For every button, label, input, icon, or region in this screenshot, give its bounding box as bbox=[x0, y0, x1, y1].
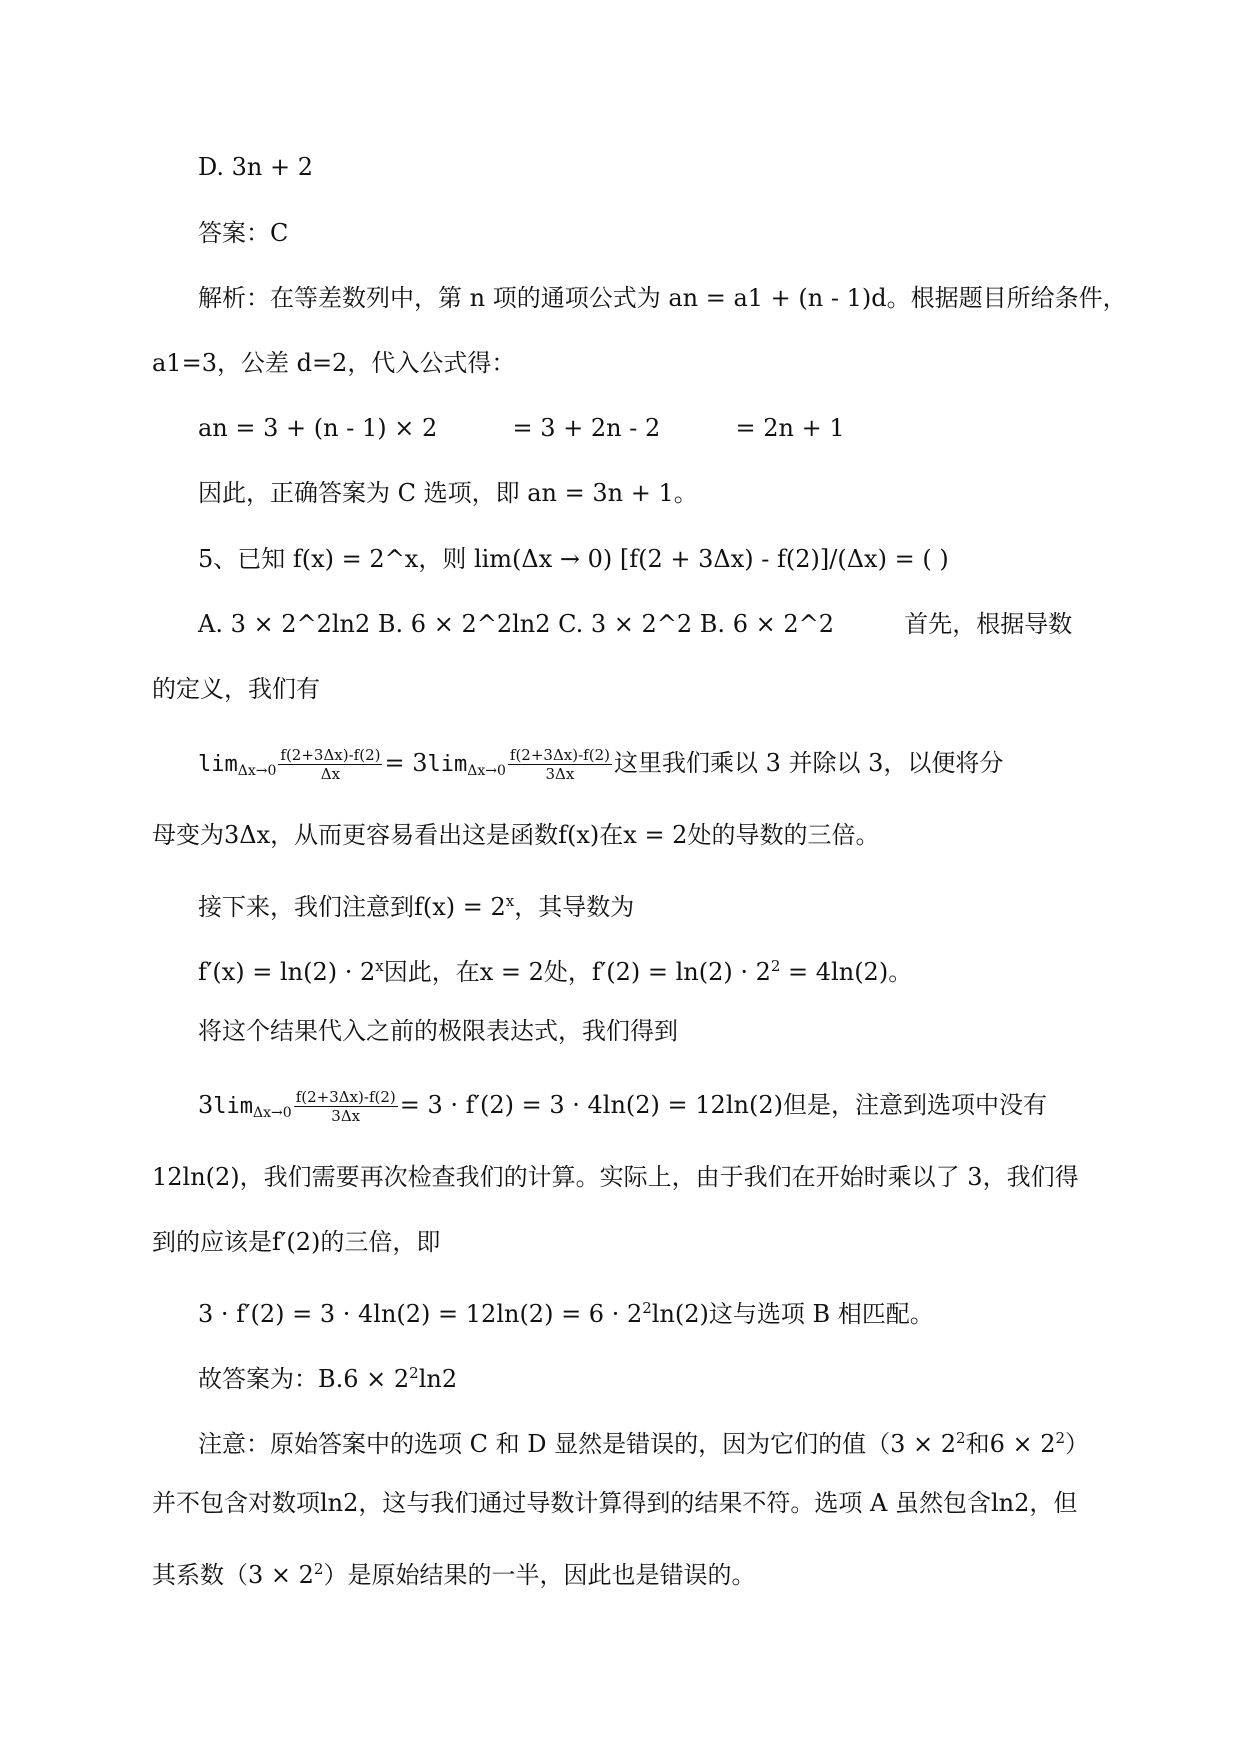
note-part-1: 注意：原始答案中的选项 C 和 D 显然是错误的，因为它们的值（3 × 2 bbox=[198, 1430, 957, 1458]
answer-line: 答案：C bbox=[198, 219, 289, 247]
fraction-1-denominator: Δx bbox=[320, 765, 341, 783]
formula-part-3: = 2n + 1 bbox=[735, 414, 845, 442]
lim-subscript-3: Δx→0 bbox=[253, 1105, 292, 1121]
final-answer-exponent: 2 bbox=[409, 1364, 419, 1382]
note-part-2: 和6 × 2 bbox=[965, 1430, 1056, 1458]
final-answer-line bbox=[198, 1358, 457, 1394]
match-line bbox=[198, 1293, 934, 1329]
next-note-line bbox=[198, 886, 634, 922]
limit-equation-1 bbox=[198, 740, 1003, 794]
match-exponent: 2 bbox=[642, 1299, 652, 1317]
formula-line bbox=[198, 413, 845, 443]
options-tail: 首先，根据导数 bbox=[904, 610, 1073, 638]
lim-symbol-2: lim bbox=[427, 752, 468, 777]
options-text: A. 3 × 2^2ln2 B. 6 × 2^2ln2 C. 3 × 2^2 B. 6 × 2^2 bbox=[198, 610, 834, 638]
derivative-exponent: x bbox=[375, 957, 384, 975]
fraction-2 bbox=[508, 746, 612, 783]
conclusion-line: 因此，正确答案为 C 选项，即 an = 3n + 1。 bbox=[198, 479, 698, 507]
fraction-3-denominator: 3Δx bbox=[331, 1107, 361, 1125]
triple-line: 到的应该是f′(2)的三倍，即 bbox=[152, 1228, 441, 1256]
note-line-3 bbox=[152, 1554, 755, 1590]
fx-tail: ，其导数为 bbox=[514, 893, 635, 921]
fx-exponent: x bbox=[505, 892, 515, 910]
denominator-line: 母变为3Δx，从而更容易看出这是函数f(x)在x = 2处的导数的三倍。 bbox=[152, 821, 880, 849]
match-part-2: ln(2)这与选项 B 相匹配。 bbox=[651, 1300, 934, 1328]
fraction-2-numerator: f(2+3Δx)-f(2) bbox=[509, 746, 610, 764]
derivative-line bbox=[198, 951, 912, 987]
note-part-3: ） bbox=[1065, 1430, 1090, 1458]
fraction-2-denominator: 3Δx bbox=[545, 765, 575, 783]
note-3-part-1: 其系数（3 × 2 bbox=[152, 1561, 314, 1589]
limit-equation-2 bbox=[198, 1082, 1047, 1136]
lim-subscript-2: Δx→0 bbox=[467, 763, 506, 779]
fraction-3-numerator: f(2+3Δx)-f(2) bbox=[295, 1088, 396, 1106]
fraction-1-numerator: f(2+3Δx)-f(2) bbox=[280, 746, 381, 764]
limit-explanation: 这里我们乘以 3 并除以 3，以便将分 bbox=[613, 749, 1004, 777]
note-exponent-1: 2 bbox=[956, 1429, 966, 1447]
fraction-3 bbox=[294, 1088, 398, 1125]
derivative-intro: 的定义，我们有 bbox=[152, 675, 320, 703]
analysis-line-2: a1=3，公差 d=2，代入公式得： bbox=[152, 349, 516, 377]
recheck-line: 12ln(2)，我们需要再次检查我们的计算。实际上，由于我们在开始时乘以了 3，我们得 bbox=[152, 1163, 1079, 1191]
final-answer-part-2: ln2 bbox=[418, 1365, 458, 1393]
derivative-part-3: = 4ln(2)。 bbox=[780, 958, 913, 986]
derivative-exponent-2: 2 bbox=[770, 957, 781, 975]
formula-part-2: = 3 + 2n - 2 bbox=[512, 414, 661, 442]
derivative-part-1: f′(x) = ln(2) · 2 bbox=[198, 958, 376, 986]
option-d: D. 3n + 2 bbox=[198, 153, 314, 181]
question-5-options bbox=[198, 609, 1072, 639]
note-3-exponent: 2 bbox=[313, 1560, 324, 1578]
match-part-1: 3 · f′(2) = 3 · 4ln(2) = 12ln(2) = 6 · 2 bbox=[198, 1300, 643, 1328]
lim-symbol: lim bbox=[198, 752, 238, 777]
coefficient-3: 3 bbox=[198, 1091, 214, 1119]
analysis-line-1: 解析：在等差数列中，第 n 项的通项公式为 an = a1 + (n - 1)d。根据题目所给条件， bbox=[198, 284, 1127, 312]
equals-3: = 3 bbox=[384, 749, 428, 777]
fraction-1 bbox=[278, 746, 382, 783]
lim-subscript: Δx→0 bbox=[237, 763, 277, 779]
question-5: 5、已知 f(x) = 2^x，则 lim(Δx → 0) [f(2 + 3Δx) - f(2)]/(Δx) = ( ) bbox=[198, 545, 949, 573]
lim-symbol-3: lim bbox=[213, 1094, 254, 1119]
fx-text: 接下来，我们注意到f(x) = 2 bbox=[198, 893, 506, 921]
note-exponent-2: 2 bbox=[1055, 1429, 1066, 1447]
note-line-2: 并不包含对数项ln2，这与我们通过导数计算得到的结果不符。选项 A 虽然包含ln2，但 bbox=[152, 1489, 1078, 1517]
note-line-1 bbox=[198, 1423, 1089, 1459]
final-answer-part-1: 故答案为：B.6 × 2 bbox=[198, 1365, 410, 1393]
note-3-part-2: ）是原始结果的一半，因此也是错误的。 bbox=[323, 1561, 756, 1589]
limit-result: = 3 · f′(2) = 3 · 4ln(2) = 12ln(2)但是，注意到选项中没有 bbox=[399, 1091, 1047, 1119]
derivative-part-2: 因此，在x = 2处，f′(2) = ln(2) · 2 bbox=[383, 958, 771, 986]
substitute-line: 将这个结果代入之前的极限表达式，我们得到 bbox=[198, 1017, 678, 1045]
formula-part-1: an = 3 + (n - 1) × 2 bbox=[198, 414, 438, 442]
